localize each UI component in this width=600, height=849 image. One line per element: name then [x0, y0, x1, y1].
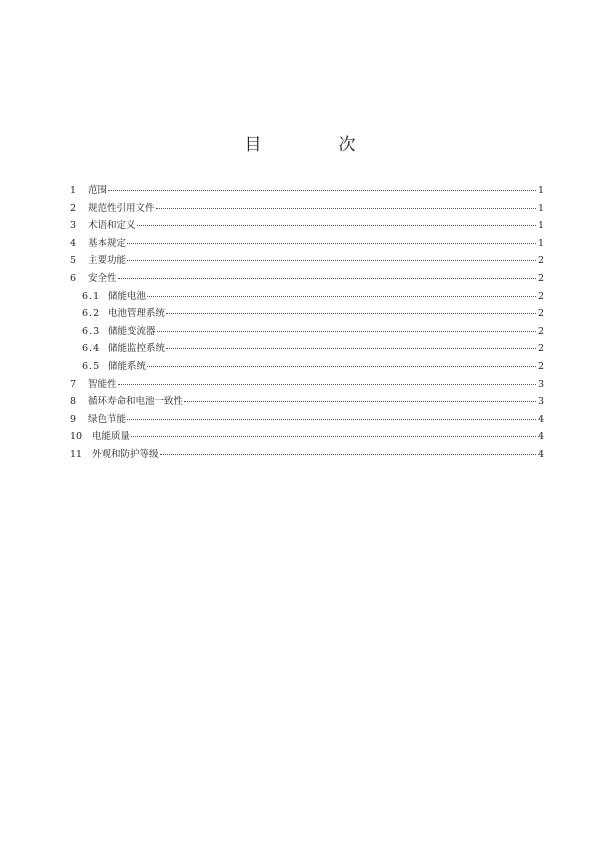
toc-leader-dots: [184, 401, 536, 402]
toc-subentry-number: 6.5: [82, 360, 101, 372]
toc-entry-page: 1: [537, 202, 544, 214]
toc-entry-number: 2: [70, 202, 77, 214]
toc-subentry-number: 6.2: [82, 308, 101, 320]
toc-entry-title: 主要功能: [88, 255, 127, 267]
toc-entry-title: 安全性: [88, 272, 117, 284]
toc-entry-number: 8: [70, 396, 77, 408]
toc-subentry-title: 储能变流器: [108, 325, 156, 337]
toc-leader-dots: [108, 190, 536, 191]
table-of-contents: [70, 182, 544, 464]
toc-entry-title: 电能质量: [92, 431, 131, 443]
toc-leader-dots: [147, 296, 536, 297]
toc-entry-title: 基本规定: [88, 237, 127, 249]
toc-leader-dots: [131, 436, 536, 437]
toc-entry-title: 循环寿命和电池一致性: [88, 396, 184, 408]
toc-entry-page: 1: [537, 185, 544, 196]
toc-leader-dots: [147, 366, 536, 367]
toc-entry-number: 7: [70, 378, 77, 390]
toc-entry[interactable]: [70, 393, 544, 411]
toc-subentry-title: 电池管理系统: [108, 308, 166, 320]
toc-entry[interactable]: [70, 411, 544, 429]
toc-entry-page: 4: [537, 448, 544, 460]
toc-subentry[interactable]: [70, 340, 544, 358]
toc-entry-number: 10: [70, 431, 83, 443]
toc-subentry-number: 6.4: [82, 343, 101, 355]
toc-subentry-title: 储能系统: [108, 360, 147, 372]
toc-subentry[interactable]: [70, 288, 544, 306]
toc-entry[interactable]: [70, 428, 544, 446]
toc-leader-dots: [118, 384, 536, 385]
toc-entry-number: 11: [70, 448, 83, 460]
toc-entry-number: 9: [70, 413, 77, 425]
toc-entry-number: 5: [70, 255, 77, 267]
toc-entry[interactable]: [70, 376, 544, 394]
toc-entry-page: 1: [537, 220, 544, 232]
toc-entry[interactable]: [70, 182, 544, 200]
toc-entry[interactable]: [70, 235, 544, 253]
toc-subentry-page: 2: [537, 325, 544, 337]
toc-entry-page: 2: [537, 255, 544, 267]
toc-subentry-number: 6.1: [82, 290, 101, 302]
toc-entry[interactable]: [70, 446, 544, 464]
toc-subentry-page: 2: [537, 360, 544, 372]
toc-entry-page: 4: [537, 431, 544, 443]
toc-entry-title: 范围: [88, 185, 108, 196]
toc-leader-dots: [166, 348, 536, 349]
toc-entry-page: 4: [537, 413, 544, 425]
toc-leader-dots: [137, 225, 536, 226]
toc-entry-title: 外观和防护等级: [92, 448, 159, 460]
toc-entry[interactable]: [70, 200, 544, 218]
toc-subentry[interactable]: [70, 305, 544, 323]
toc-subentry-number: 6.3: [82, 325, 101, 337]
toc-entry-number: 6: [70, 272, 77, 284]
toc-subentry-page: 2: [537, 290, 544, 302]
toc-entry-title: 规范性引用文件: [88, 202, 155, 214]
toc-leader-dots: [160, 454, 536, 455]
toc-leader-dots: [166, 313, 536, 314]
toc-subentry-title: 储能电池: [108, 290, 147, 302]
toc-leader-dots: [118, 278, 536, 279]
page-title: 目 次: [244, 135, 386, 155]
toc-entry[interactable]: [70, 217, 544, 235]
toc-subentry-page: 2: [537, 343, 544, 355]
toc-leader-dots: [156, 208, 536, 209]
toc-leader-dots: [127, 419, 536, 420]
toc-subentry[interactable]: [70, 358, 544, 376]
toc-entry-title: 智能性: [88, 378, 117, 390]
toc-leader-dots: [157, 331, 536, 332]
toc-subentry[interactable]: [70, 323, 544, 341]
toc-entry-page: 1: [537, 237, 544, 249]
toc-subentry-page: 2: [537, 308, 544, 320]
toc-entry-number: 3: [70, 220, 77, 232]
toc-entry[interactable]: [70, 270, 544, 288]
toc-entry-title: 绿色节能: [88, 413, 127, 425]
toc-entry-page: 3: [537, 396, 544, 408]
toc-entry-number: 4: [70, 237, 77, 249]
toc-entry-title: 术语和定义: [88, 220, 136, 232]
toc-entry-number: 1: [70, 185, 77, 196]
toc-entry-page: 3: [537, 378, 544, 390]
toc-entry[interactable]: [70, 252, 544, 270]
toc-leader-dots: [127, 260, 536, 261]
toc-subentry-title: 储能监控系统: [108, 343, 166, 355]
toc-entry-page: 2: [537, 272, 544, 284]
toc-leader-dots: [127, 243, 536, 244]
